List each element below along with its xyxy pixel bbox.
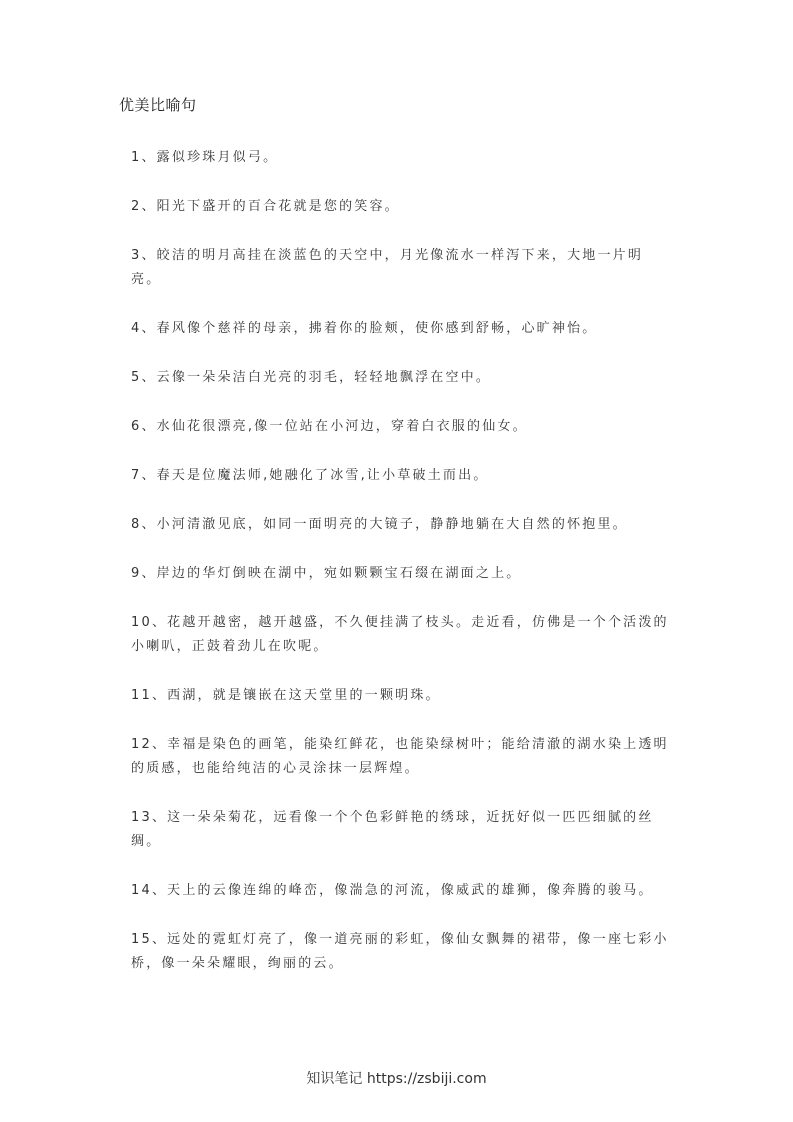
list-item: 8、小河清澈见底，如同一面明亮的大镜子，静静地躺在大自然的怀抱里。 [131, 517, 628, 532]
list-item: 13、这一朵朵菊花，远看像一个个色彩鲜艳的绣球，近抚好似一匹匹细腻的丝绸。 [131, 810, 654, 849]
list-item: 4、春风像个慈祥的母亲，拂着你的脸颊，使你感到舒畅，心旷神怡。 [131, 321, 598, 336]
list-item: 1、露似珍珠月似弓。 [131, 150, 279, 165]
list-item: 9、岸边的华灯倒映在湖中，宛如颗颗宝石缀在湖面之上。 [131, 566, 522, 581]
list-item: 6、水仙花很漂亮,像一位站在小河边，穿着白衣服的仙女。 [131, 419, 528, 434]
list-item: 3、皎洁的明月高挂在淡蓝色的天空中，月光像流水一样泻下来，大地一片明亮。 [131, 248, 644, 287]
simile-list [131, 146, 671, 1001]
list-item: 2、阳光下盛开的百合花就是您的笑容。 [131, 199, 400, 214]
list-item: 5、云像一朵朵洁白光亮的羽毛，轻轻地飘浮在空中。 [131, 370, 492, 385]
list-item: 10、花越开越密，越开越盛，不久便挂满了枝头。走近看，仿佛是一个个活泼的小喇叭，正鼓着劲儿在吹呢。 [131, 615, 669, 654]
list-item: 12、幸福是染色的画笔，能染红鲜花，也能染绿树叶；能给清澈的湖水染上透明的质感，也能给纯洁的心灵涂抹一层辉煌。 [131, 737, 669, 776]
list-item: 11、西湖，就是镶嵌在这天堂里的一颗明珠。 [131, 688, 441, 703]
list-item: 15、远处的霓虹灯亮了，像一道亮丽的彩虹，像仙女飘舞的裙带，像一座七彩小桥，像一朵朵耀眼，绚丽的云。 [131, 932, 669, 971]
page-title: 优美比喻句 [119, 96, 197, 114]
footer-watermark: 知识笔记 https://zsbiji.com [306, 1071, 487, 1087]
list-item: 14、天上的云像连绵的峰峦，像湍急的河流，像威武的雄狮，像奔腾的骏马。 [131, 883, 654, 898]
list-item: 7、春天是位魔法师,她融化了冰雪,让小草破土而出。 [131, 468, 489, 483]
